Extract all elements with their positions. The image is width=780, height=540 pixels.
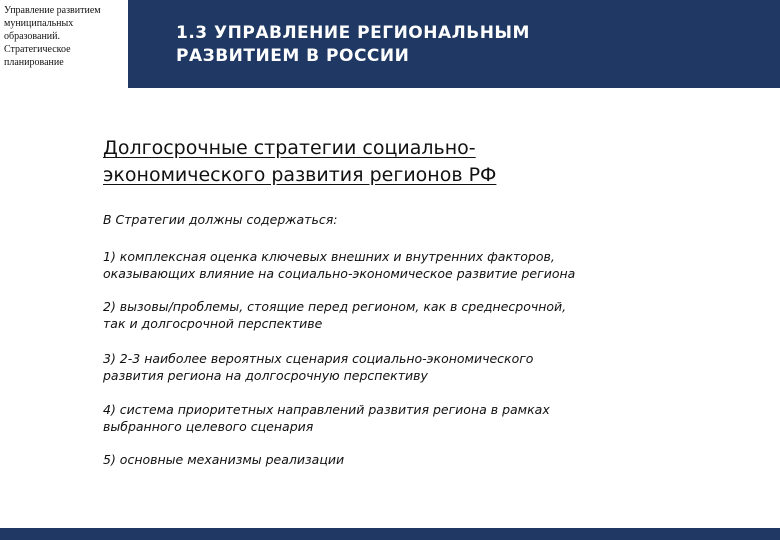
section-heading: Долгосрочные стратегии социально- экономического развития регионов РФ xyxy=(103,137,497,186)
course-label: Управление развитием муниципальных образований. Стратегическое планирование xyxy=(0,0,128,88)
intro-text: В Стратегии должны содержаться: xyxy=(103,212,338,227)
list-item: 3) 2-3 наиболее вероятных сценария социально-экономического развития региона на долгосрочную перспективу xyxy=(103,351,534,383)
list-item: 2) вызовы/проблемы, стоящие перед регионом, как в среднесрочной, так и долгосрочной перспективе xyxy=(103,299,567,331)
slide-title: 1.3 УПРАВЛЕНИЕ РЕГИОНАЛЬНЫМ РАЗВИТИЕМ В РОССИИ xyxy=(176,23,530,66)
title-bar xyxy=(128,0,780,88)
list-item: 4) система приоритетных направлений развития региона в рамках выбранного целевого сценария xyxy=(103,402,550,434)
footer-bar xyxy=(0,528,780,540)
list-item: 1) комплексная оценка ключевых внешних и внутренних факторов, оказывающих влияние на социально-экономическое развитие региона xyxy=(103,249,576,281)
list-item: 5) основные механизмы реализации xyxy=(103,452,345,467)
